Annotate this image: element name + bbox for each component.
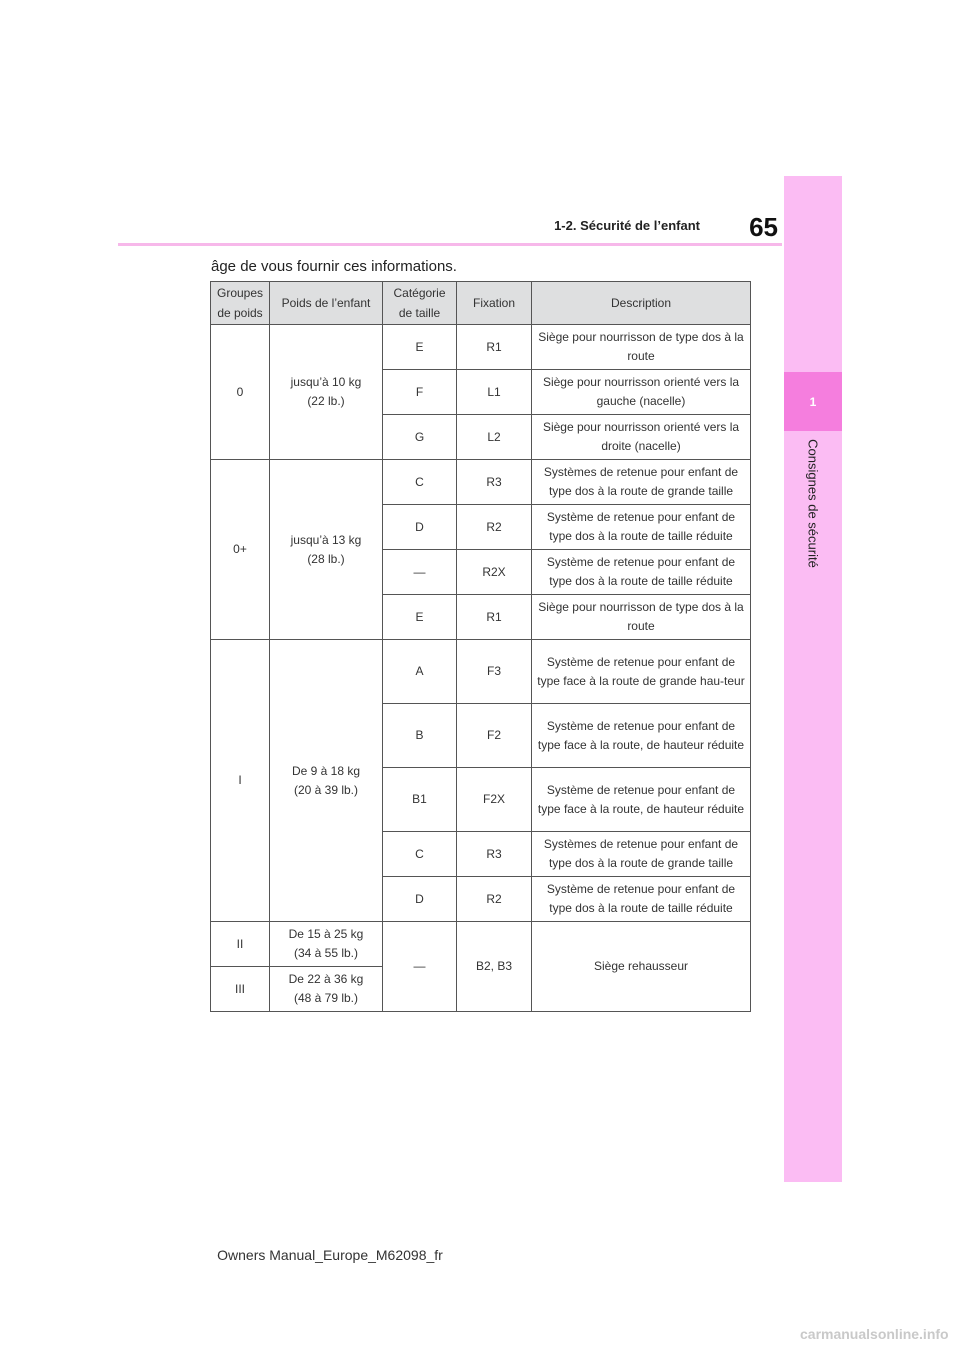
description-cell: Système de retenue pour enfant de type dos à la route de taille réduite xyxy=(532,877,751,922)
group-cell: 0+ xyxy=(211,460,270,640)
weight-cell: De 15 à 25 kg (34 à 55 lb.) xyxy=(270,922,383,967)
size-cell: C xyxy=(383,460,457,505)
fixation-cell: R2 xyxy=(457,877,532,922)
size-cell: D xyxy=(383,877,457,922)
size-cell: B1 xyxy=(383,768,457,832)
description-cell: Système de retenue pour enfant de type dos à la route de taille réduite xyxy=(532,550,751,595)
description-cell: Siège pour nourrisson orienté vers la droite (nacelle) xyxy=(532,415,751,460)
size-cell: — xyxy=(383,550,457,595)
header-description: Description xyxy=(532,282,751,325)
table-row xyxy=(211,325,751,370)
size-cell: G xyxy=(383,415,457,460)
section-title: 1-2. Sécurité de l’enfant xyxy=(554,218,700,233)
table-header-row xyxy=(211,282,751,325)
size-cell: — xyxy=(383,922,457,1012)
fixation-cell: B2, B3 xyxy=(457,922,532,1012)
table-row-booster-ii xyxy=(211,922,751,967)
watermark: carmanualsonline.info xyxy=(800,1326,949,1342)
weight-cell: jusqu’à 13 kg (28 lb.) xyxy=(270,460,383,640)
fixation-cell: F2X xyxy=(457,768,532,832)
fixation-cell: L2 xyxy=(457,415,532,460)
description-cell: Système de retenue pour enfant de type face à la route, de hauteur réduite xyxy=(532,704,751,768)
header-child-weight: Poids de l’enfant xyxy=(270,282,383,325)
size-cell: D xyxy=(383,505,457,550)
fixation-cell: L1 xyxy=(457,370,532,415)
description-cell: Système de retenue pour enfant de type dos à la route de taille réduite xyxy=(532,505,751,550)
size-cell: B xyxy=(383,704,457,768)
size-cell: F xyxy=(383,370,457,415)
header-size-category: Catégorie de taille xyxy=(383,282,457,325)
group-cell: II xyxy=(211,922,270,967)
fixation-cell: F3 xyxy=(457,640,532,704)
chapter-side-tab xyxy=(784,176,842,1182)
fixation-cell: F2 xyxy=(457,704,532,768)
description-cell: Siège pour nourrisson orienté vers la gauche (nacelle) xyxy=(532,370,751,415)
fixation-cell: R1 xyxy=(457,325,532,370)
fixation-cell: R2 xyxy=(457,505,532,550)
header-fixation: Fixation xyxy=(457,282,532,325)
description-cell: Siège pour nourrisson de type dos à la route xyxy=(532,595,751,640)
table-row xyxy=(211,460,751,505)
description-cell: Systèmes de retenue pour enfant de type dos à la route de grande taille xyxy=(532,832,751,877)
weight-cell: De 22 à 36 kg (48 à 79 lb.) xyxy=(270,967,383,1012)
weight-cell: De 9 à 18 kg (20 à 39 lb.) xyxy=(270,640,383,922)
chapter-number: 1 xyxy=(784,372,842,431)
size-cell: E xyxy=(383,325,457,370)
size-cell: C xyxy=(383,832,457,877)
description-cell: Siège rehausseur xyxy=(532,922,751,1012)
description-cell: Systèmes de retenue pour enfant de type dos à la route de grande taille xyxy=(532,460,751,505)
intro-text: âge de vous fournir ces informations. xyxy=(211,258,457,275)
group-cell: I xyxy=(211,640,270,922)
description-cell: Siège pour nourrisson de type dos à la route xyxy=(532,325,751,370)
header-weight-group: Groupes de poids xyxy=(211,282,270,325)
fixation-cell: R2X xyxy=(457,550,532,595)
page-number: 65 xyxy=(749,212,778,242)
description-cell: Système de retenue pour enfant de type face à la route, de hauteur réduite xyxy=(532,768,751,832)
header-divider xyxy=(118,243,782,246)
fixation-cell: R3 xyxy=(457,460,532,505)
chapter-label: Consignes de sécurité xyxy=(805,439,821,568)
table-row xyxy=(211,640,751,704)
fixation-cell: R1 xyxy=(457,595,532,640)
size-cell: A xyxy=(383,640,457,704)
table-body xyxy=(211,325,751,1012)
description-cell: Système de retenue pour enfant de type face à la route de grande hau-teur xyxy=(532,640,751,704)
group-cell: 0 xyxy=(211,325,270,460)
child-seat-table xyxy=(210,281,751,1012)
size-cell: E xyxy=(383,595,457,640)
weight-cell: jusqu’à 10 kg (22 lb.) xyxy=(270,325,383,460)
group-cell: III xyxy=(211,967,270,1012)
footer-manual-id: Owners Manual_Europe_M62098_fr xyxy=(217,1247,443,1263)
fixation-cell: R3 xyxy=(457,832,532,877)
